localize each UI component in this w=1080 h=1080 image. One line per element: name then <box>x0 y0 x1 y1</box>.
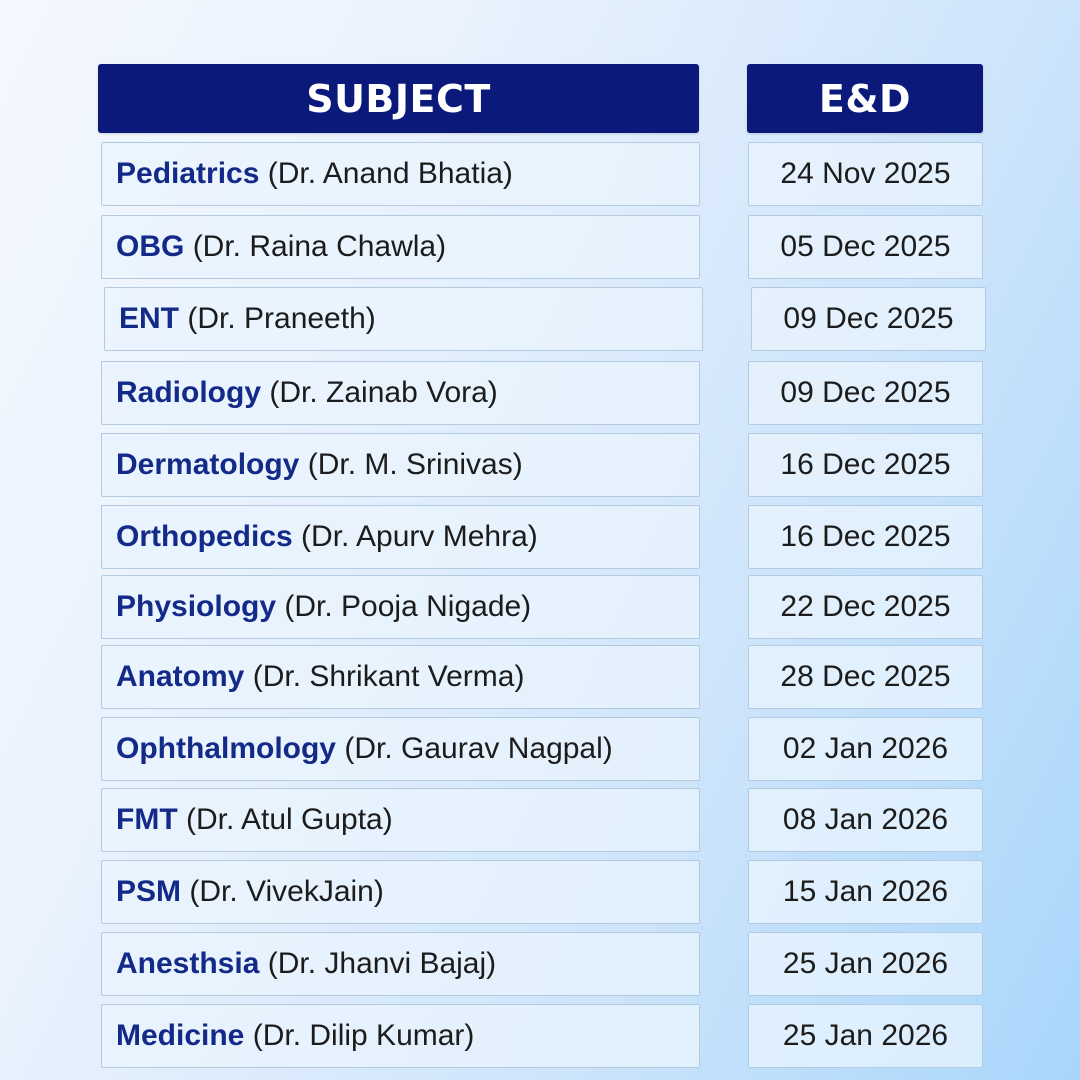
teacher-name: (Dr. Gaurav Nagpal) <box>344 732 613 765</box>
subject-name: Ophthalmology <box>116 732 336 765</box>
subject-name: PSM <box>116 875 182 908</box>
date-cell: 08 Jan 2026 <box>748 788 983 852</box>
teacher-name: (Dr. Anand Bhatia) <box>267 157 513 190</box>
subject-name: Dermatology <box>116 448 300 481</box>
subject-column-header: SUBJECT <box>98 64 699 133</box>
subject-name: Orthopedics <box>116 520 293 553</box>
subject-cell <box>101 433 700 497</box>
teacher-name: (Dr. Raina Chawla) <box>192 230 447 263</box>
date-cell: 28 Dec 2025 <box>748 645 983 709</box>
date-cell: 09 Dec 2025 <box>748 361 983 425</box>
subject-cell <box>101 505 700 569</box>
teacher-name: (Dr. M. Srinivas) <box>307 448 523 481</box>
teacher-name: (Dr. Praneeth) <box>187 302 376 335</box>
date-cell: 02 Jan 2026 <box>748 717 983 781</box>
teacher-name: (Dr. Zainab Vora) <box>269 376 498 409</box>
subject-name: OBG <box>116 230 185 263</box>
subject-name: Anatomy <box>116 660 245 693</box>
date-cell: 24 Nov 2025 <box>748 142 983 206</box>
subject-cell <box>101 932 700 996</box>
subject-cell <box>101 142 700 206</box>
date-column-header: E&D <box>747 64 983 133</box>
subject-cell <box>101 717 700 781</box>
subject-cell <box>101 645 700 709</box>
date-cell: 16 Dec 2025 <box>748 433 983 497</box>
subject-cell <box>104 287 703 351</box>
subject-cell <box>101 575 700 639</box>
subject-cell <box>101 860 700 924</box>
date-cell: 15 Jan 2026 <box>748 860 983 924</box>
teacher-name: (Dr. Atul Gupta) <box>185 803 393 836</box>
teacher-name: (Dr. VivekJain) <box>189 875 384 908</box>
date-cell: 09 Dec 2025 <box>751 287 986 351</box>
subject-name: Pediatrics <box>116 157 260 190</box>
date-cell: 16 Dec 2025 <box>748 505 983 569</box>
teacher-name: (Dr. Pooja Nigade) <box>284 590 532 623</box>
teacher-name: (Dr. Shrikant Verma) <box>252 660 525 693</box>
subject-name: Medicine <box>116 1019 245 1052</box>
subject-name: Anesthsia <box>116 947 260 980</box>
teacher-name: (Dr. Dilip Kumar) <box>252 1019 475 1052</box>
subject-cell <box>101 361 700 425</box>
subject-name: FMT <box>116 803 178 836</box>
subject-name: Physiology <box>116 590 277 623</box>
subject-cell <box>101 1004 700 1068</box>
subject-cell <box>101 788 700 852</box>
teacher-name: (Dr. Jhanvi Bajaj) <box>267 947 497 980</box>
date-cell: 25 Jan 2026 <box>748 932 983 996</box>
subject-cell <box>101 215 700 279</box>
date-cell: 25 Jan 2026 <box>748 1004 983 1068</box>
date-cell: 05 Dec 2025 <box>748 215 983 279</box>
date-cell: 22 Dec 2025 <box>748 575 983 639</box>
teacher-name: (Dr. Apurv Mehra) <box>301 520 538 553</box>
subject-name: ENT <box>119 302 179 335</box>
subject-name: Radiology <box>116 376 262 409</box>
